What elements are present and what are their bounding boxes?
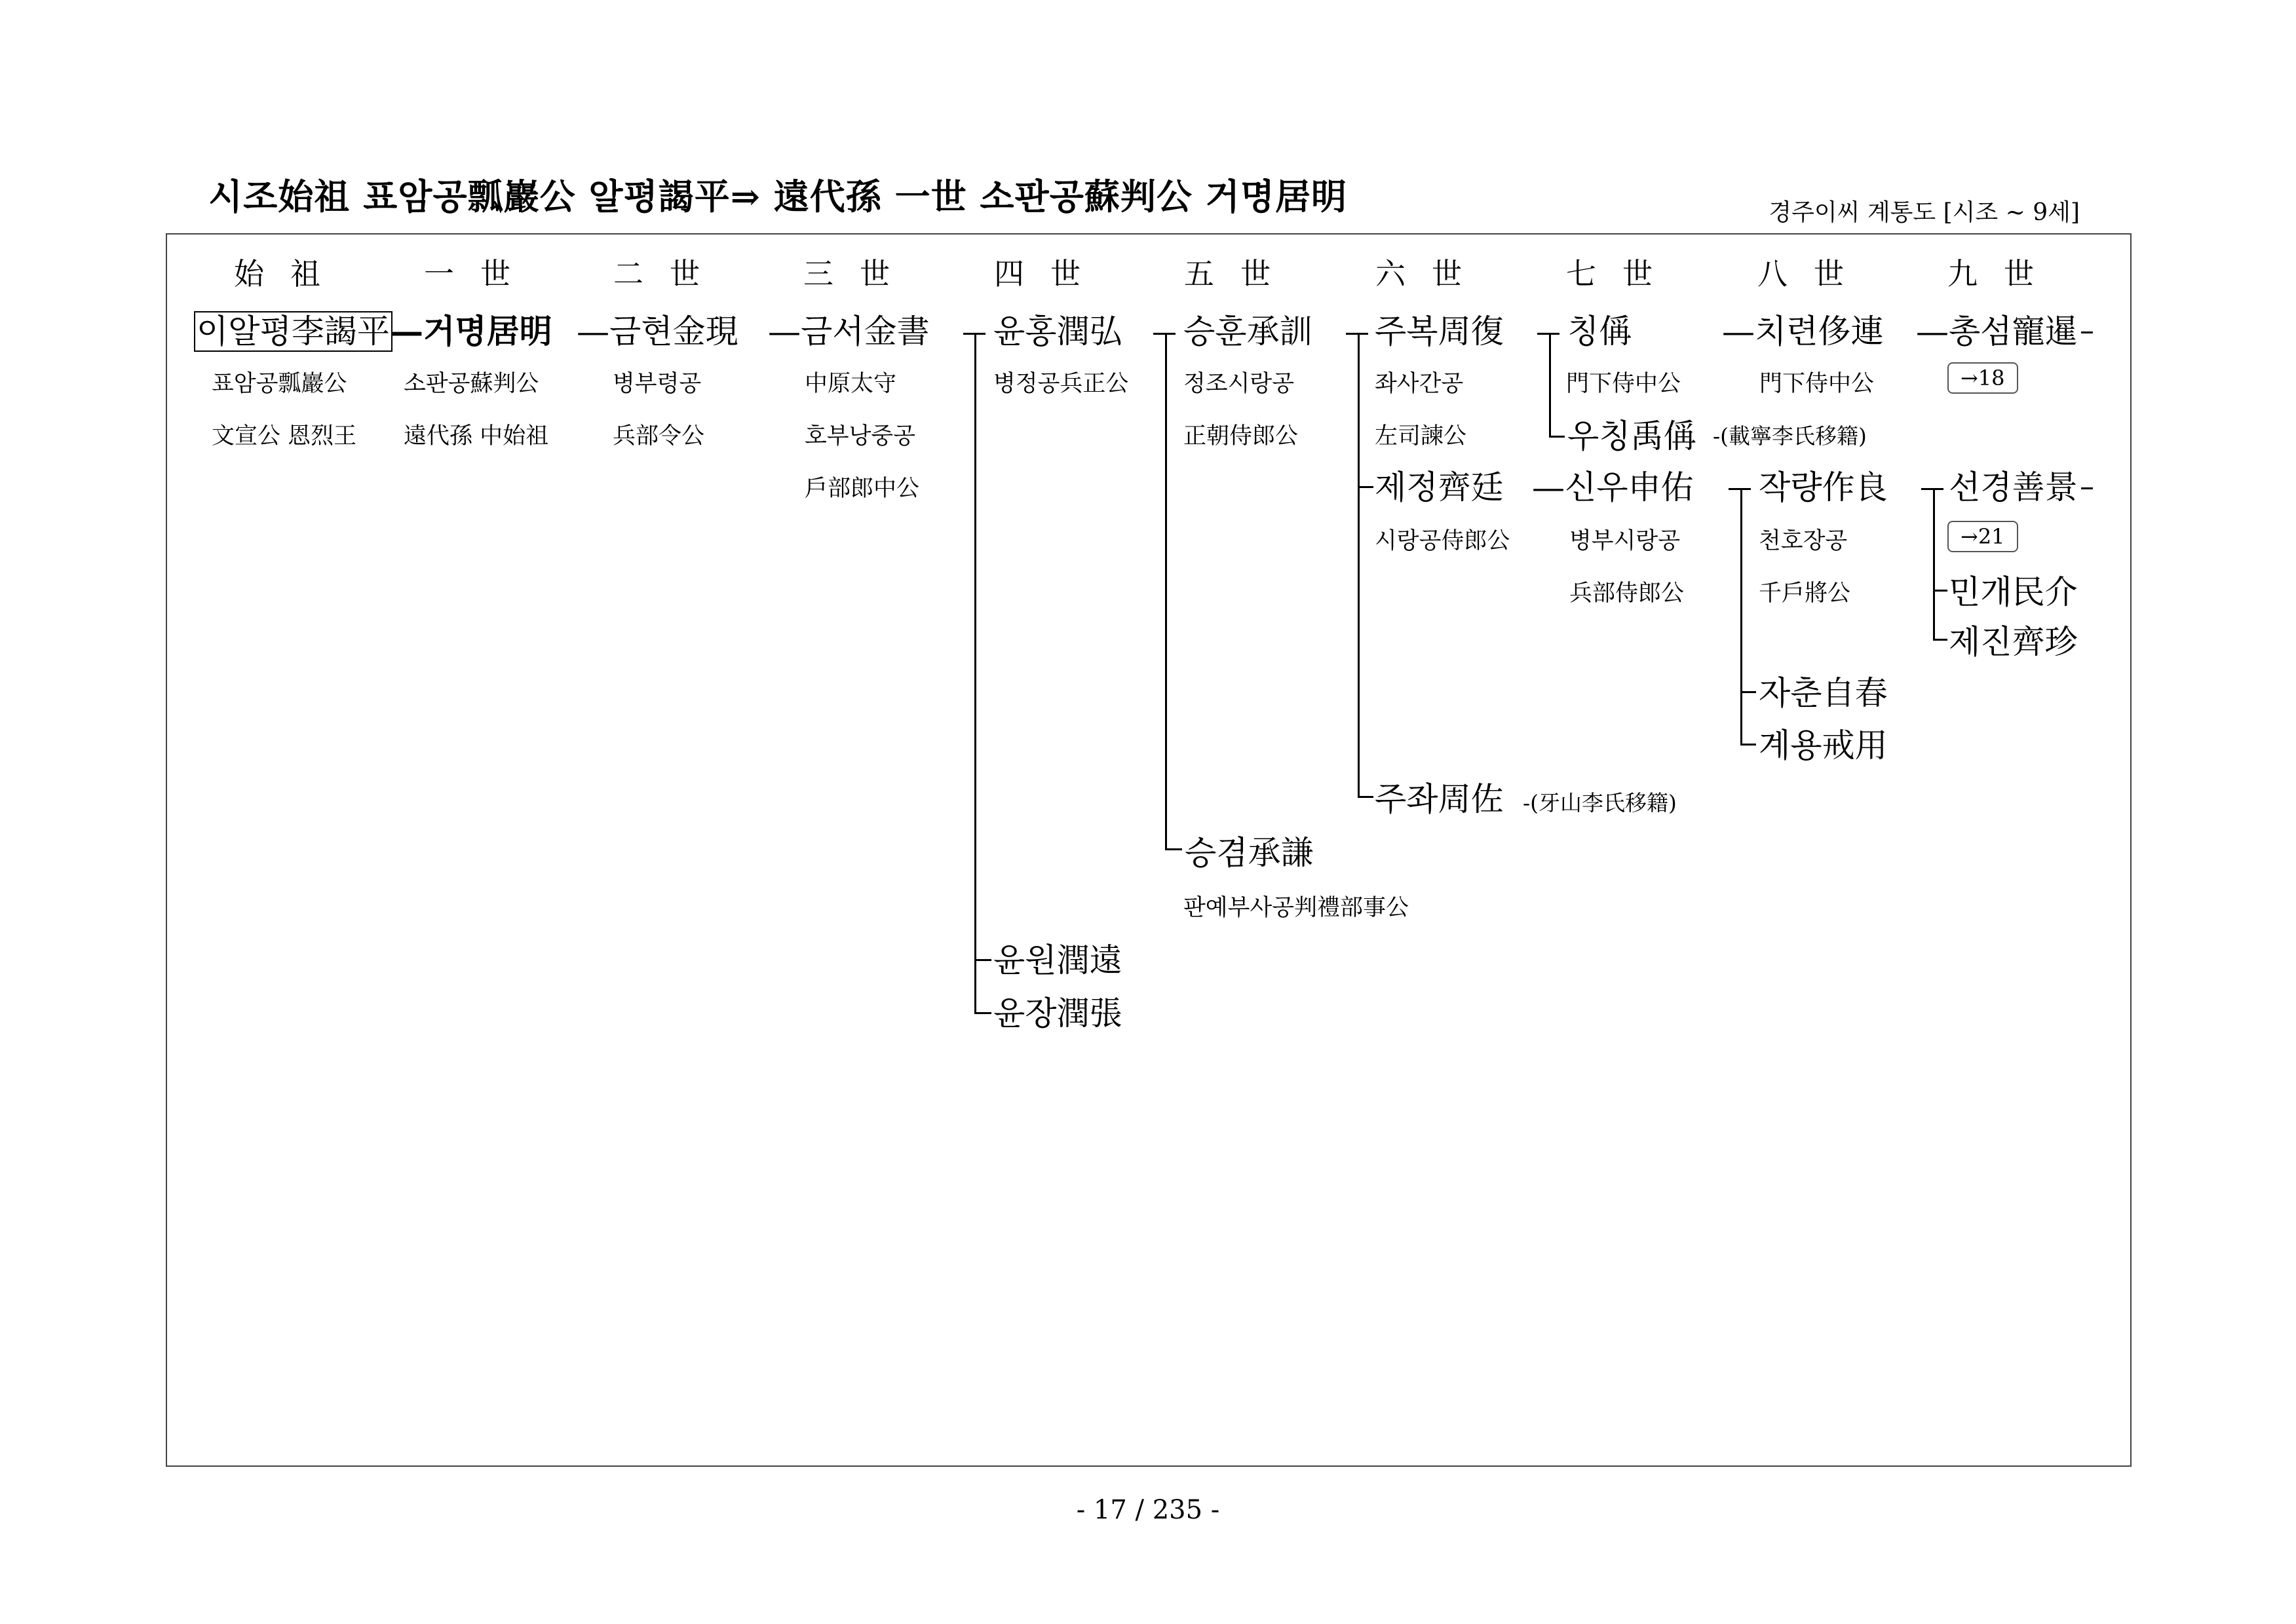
branch-g7b	[1549, 436, 1565, 438]
connector-g6	[1358, 333, 1360, 798]
branch-g5b	[1165, 848, 1182, 850]
branch-g9d	[1933, 639, 1947, 641]
branch-g4b	[974, 959, 991, 961]
person-g3-note1: 中原太守	[805, 371, 897, 397]
person-g5a-note1: 정조시랑공	[1183, 371, 1295, 397]
connector-g7	[1549, 333, 1551, 438]
page-title: 시조始祖 표암공瓢巖公 알평謁平⇒ 遠代孫 一世 소판공蘇判公 거명居明	[208, 176, 1348, 217]
person-g0-note1: 표암공瓢巖公	[212, 371, 347, 397]
branch-g6c	[1358, 796, 1373, 798]
generation-header-1: 一世	[424, 256, 537, 292]
branch-g9c	[1933, 590, 1947, 592]
person-g6c-name: 주좌周佐	[1375, 780, 1504, 818]
person-g7c-name: —신우申佑	[1532, 468, 1694, 506]
person-g6a-note1: 좌사간공	[1375, 371, 1464, 397]
generation-header-9: 九世	[1947, 256, 2060, 292]
person-g3-note2: 호부낭중공	[805, 423, 916, 449]
person-g8b-name: 작량作良	[1759, 468, 1888, 506]
generation-header-2: 二世	[613, 256, 726, 292]
person-g7b-extra: -(載寧李氏移籍)	[1713, 423, 1867, 449]
generation-header-5: 五世	[1184, 256, 1297, 292]
branch-g6b	[1358, 486, 1373, 488]
connector-g5	[1165, 333, 1167, 850]
generation-header-8: 八世	[1757, 256, 1870, 292]
person-g7a-note1: 門下侍中公	[1566, 371, 1681, 397]
person-g2-note2: 兵部令公	[613, 423, 705, 449]
person-g7b-name: 우칭禹偁	[1567, 417, 1696, 455]
connector-g7-tick	[1537, 333, 1559, 335]
connector-g8	[1740, 488, 1742, 744]
arrow-g9a	[2081, 331, 2093, 333]
person-g4b-name: 윤원潤遠	[993, 941, 1122, 979]
connector-g5-tick	[1153, 333, 1176, 335]
person-g8c-name: 자춘自春	[1759, 674, 1888, 712]
person-g6b-note1: 시랑공侍郎公	[1375, 528, 1510, 554]
page-ref-21[interactable]: →21	[1947, 521, 2018, 552]
person-g4a-note1: 병정공兵正公	[993, 371, 1129, 397]
person-g1-note2: 遠代孫 中始祖	[404, 423, 549, 449]
person-g7c-note2: 兵部侍郎公	[1569, 580, 1685, 607]
person-g5a-note2: 正朝侍郎公	[1183, 423, 1299, 449]
branch-g8d	[1740, 744, 1756, 746]
person-g9a-name: —총섬寵暹	[1916, 312, 2078, 350]
person-g4c-name: 윤장潤張	[993, 994, 1122, 1032]
person-g5b-note1: 판예부사공判禮部事公	[1183, 895, 1409, 921]
person-g4a-name: 윤홍潤弘	[993, 312, 1122, 350]
person-g9b-name: 선경善景	[1949, 468, 2078, 506]
person-g6a-name: 주복周復	[1375, 312, 1504, 350]
person-g1-note1: 소판공蘇判公	[404, 371, 539, 397]
chart-subtitle: 경주이씨 계통도 [시조 ~ 9세]	[1769, 199, 2080, 226]
page-ref-18[interactable]: →18	[1947, 362, 2018, 394]
person-g3-note3: 戶部郎中公	[805, 476, 920, 502]
generation-header-3: 三世	[803, 256, 916, 292]
person-g2-note1: 병부령공	[613, 371, 702, 397]
branch-g8c	[1740, 691, 1756, 693]
person-g5a-name: 승훈承訓	[1183, 312, 1312, 350]
person-g6b-name: 제정齊廷	[1375, 468, 1504, 506]
generation-header-4: 四世	[994, 256, 1107, 292]
person-g9d-name: 제진齊珍	[1949, 623, 2078, 661]
connector-g6-tick	[1346, 333, 1368, 335]
connector-g4-tick	[963, 333, 985, 335]
person-g6a-note2: 左司諫公	[1375, 423, 1467, 449]
person-g6c-extra: -(牙山李氏移籍)	[1523, 790, 1677, 816]
person-g0-name: 이알평李謁平	[194, 305, 392, 352]
person-g9c-name: 민개民介	[1949, 573, 2078, 611]
page-number: - 17 / 235 -	[1076, 1495, 1220, 1525]
person-g3-name: —금서金書	[768, 312, 930, 350]
person-g8d-name: 계용戒用	[1759, 727, 1888, 765]
person-g8a-note1: 門下侍中公	[1759, 371, 1875, 397]
connector-g8-tick	[1729, 488, 1751, 490]
generation-header-0: 始祖	[234, 256, 347, 292]
person-g0-note2: 文宣公 恩烈王	[212, 423, 357, 449]
person-g8b-note2: 千戶將公	[1759, 580, 1851, 607]
person-g5b-name: 승겸承謙	[1185, 834, 1314, 872]
connector-g9	[1933, 488, 1935, 639]
person-g2-name: —금현金現	[577, 312, 738, 350]
connector-g9-tick	[1921, 488, 1943, 490]
branch-g4c	[974, 1012, 991, 1014]
person-g7a-name: 칭偁	[1567, 312, 1632, 350]
generation-header-6: 六世	[1375, 256, 1488, 292]
person-g1-name: —거명居明	[391, 312, 552, 350]
person-g7c-note1: 병부시랑공	[1569, 528, 1681, 554]
connector-g4	[974, 333, 976, 1014]
person-g8b-note1: 천호장공	[1759, 528, 1848, 554]
person-g8a-name: —치련侈連	[1722, 312, 1884, 350]
arrow-g9b	[2081, 487, 2093, 489]
generation-header-7: 七世	[1566, 256, 1679, 292]
